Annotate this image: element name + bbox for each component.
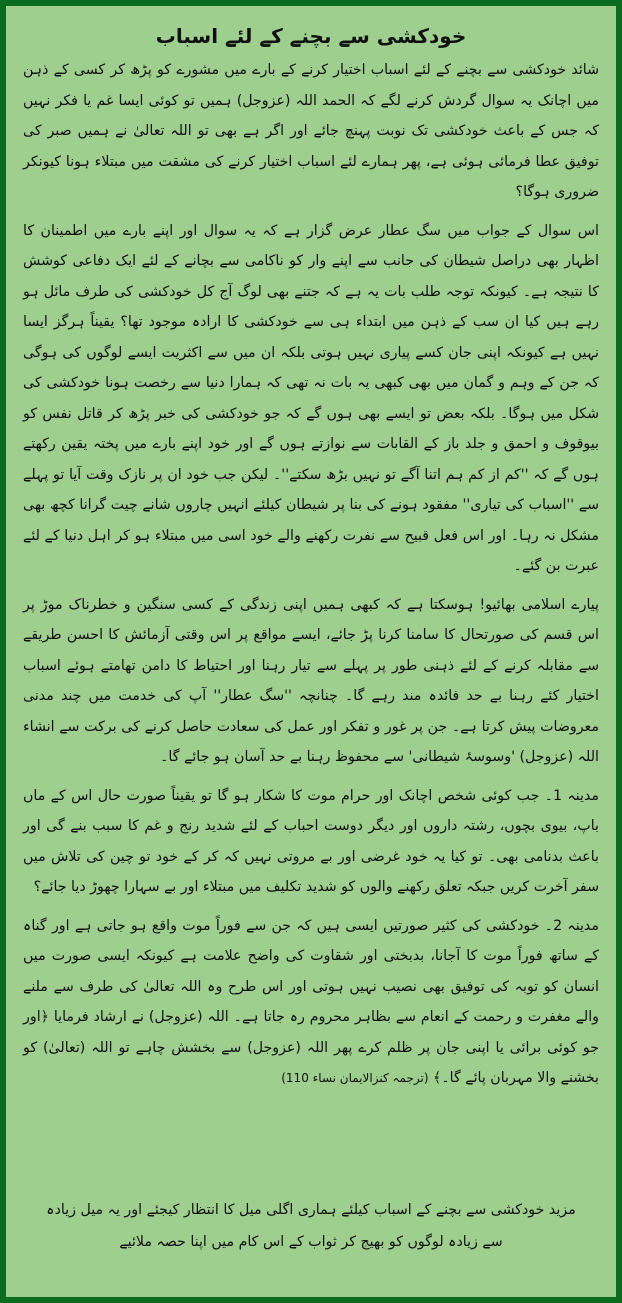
page-title: خودکشی سے بچنے کے لئے اسباب [155,24,467,48]
paragraph-madina-2 [23,911,599,1094]
quran-reference: (ترجمہ کنزالایمان نساء 110) [281,1071,429,1085]
paragraph-advice: پیارے اسلامی بھائیو! ہوسکتا ہے کہ کبھی ہمیں اپنی زندگی کے کسی سنگین و خطرناک موڑ پر اس قسم کی صورتحال کا سامنا کرنا پڑ جائے، ایسے مواقع پر اس وقتی آزمائش کا احسن طریقے سے مقابلہ کرنے کے لئے ذہنی طور پر پہلے سے تیار رہنا اور احتیاط کا دامن تھامتے ہوئے اسباب اختیار کئے رہنا بے حد فائدہ مند رہے گا۔ چنانچہ ''سگ عطار'' آپ کی خدمت میں چند مدنی معروضات پیش کرتا ہے۔ جن پر غور و تفکر اور عمل کی سعادت حاصل کرنے کی برکت سے انشاء اللہ (عزوجل) 'وسوسۂ شیطانی' سے محفوظ رہنا بے حد آسان ہو جائے گا۔ [23,596,599,765]
paragraph-intro: شائد خودکشی سے بچنے کے لئے اسباب اختیار کرنے کے بارے میں مشورے کو پڑھ کر کسی کے ذہن میں اچانک یہ سوال گردش کرنے لگے کہ الحمد اللہ (عزوجل) ہمیں تو کوئی ایسا غم یا فکر نہیں کہ جس کے باعث خودکشی تک نوبت پہنچ جائے اور اگر ہے بھی تو اللہ تعالیٰ نے ہمیں صبر کی توفیق عطا فرمائی ہوئی ہے، پھر ہمارے لئے اسباب اختیار کرنے کی مشقت میں مبتلاء ہونا کیونکر ضروری ہوگا؟ [23,62,599,200]
paragraph-answer: اس سوال کے جواب میں سگ عطار عرض گزار ہے کہ یہ سوال اور اپنے بارے میں اطمینان کا اظہار بھی دراصل شیطان کی جانب سے اپنے وار کو ناکامی سے بچانے کے لئے ایک دفاعی کوشش کا نتیجہ ہے۔ کیونکہ توجہ طلب بات یہ ہے کہ جتنے بھی لوگ آج کل خودکشی کی طرف مائل ہو رہے ہیں کیا ان سب کے ذہن میں ابتداء ہی سے خودکشی کا ارادہ موجود تھا؟ یقیناً ہرگز ایسا نہیں ہے کیونکہ اپنی جان کسے پیاری نہیں ہوتی بلکہ ان میں سے اکثریت ایسے لوگوں کی ہوگی کہ جن کے وہم و گمان میں بھی کبھی یہ بات نہ تھی کہ ہمارا دنیا سے رخصت ہونا خودکشی کی شکل میں ہوگا۔ بلکہ بعض تو ایسے بھی ہوں گے کہ جو خودکشی کی خبر پڑھ کر قاتل نفس کو بیوقوف و احمق و جلد باز کے القابات سے نوازتے ہوں گے اور خود اپنے بارے میں پختہ یقین رکھتے ہوں گے کہ ''کم از کم ہم اتنا آگے تو نہیں بڑھ سکتے''۔ لیکن جب خود ان پر نازک وقت آیا تو پہلے سے ''اسباب کی تیاری'' مفقود ہونے کی بنا پر شیطان کیلئے انہیں چاروں شانے چیت گرانا کچھ بھی مشکل نہ رہا۔ اور اس فعل قبیح سے نفرت رکھنے والے خود اسی میں مبتلاء ہو کر اہل دنیا کے لئے عبرت بن گئے۔ [23,222,599,574]
paragraph-madina-2-text: مدینہ 2۔ خودکشی کی کثیر صورتیں ایسی ہیں کہ جن سے فوراً موت واقع ہو جاتی ہے اور گناہ کے ساتھ فوراً موت کا آجانا، بدبختی اور شقاوت کی واضح علامت ہے کیونکہ ایسی صورت میں انسان کو توبہ کی توفیق بھی نصیب نہیں ہوتی اور اس طرح وہ اللہ تعالیٰ کی طرف سے ملنے والے مغفرت و رحمت کے انعام سے بظاہر محروم رہ جاتا ہے۔ اللہ (عزوجل) نے ارشاد فرمایا ﴿اور جو کوئی برائی یا اپنی جان پر ظلم کرے پھر اللہ (عزوجل) سے بخشش چاہے تو اللہ (تعالیٰ) کو بخشنے والا مہربان پائے گا۔﴾ [23,917,599,1086]
paragraph-madina-1: مدینہ 1۔ جب کوئی شخص اچانک اور حرام موت کا شکار ہو گا تو یقیناً صورت حال اس کے ماں باپ، بیوی بچوں، رشتہ داروں اور دیگر دوست احباب کے لئے شدید رنج و غم کا سبب بنے گی اور باعث بدنامی بھی۔ تو کیا یہ خود غرضی اور بے مروتی نہیں کہ کر کے خود تو چین کی تلاش میں سفر آخرت کریں جبکہ تعلق رکھنے والوں کو شدید تکلیف میں مبتلاء اور بے سہارا چھوڑ دیا جائے؟ [23,787,599,895]
footer-note: مزید خودکشی سے بچنے کے اسباب کیلئے ہماری اگلی میل کا انتظار کیجئے اور یہ میل زیادہ سے زیادہ لوگوں کو بھیج کر ثواب کے اس کام میں اپنا حصہ ملائیے [46,1202,576,1250]
content-area [15,15,607,1288]
